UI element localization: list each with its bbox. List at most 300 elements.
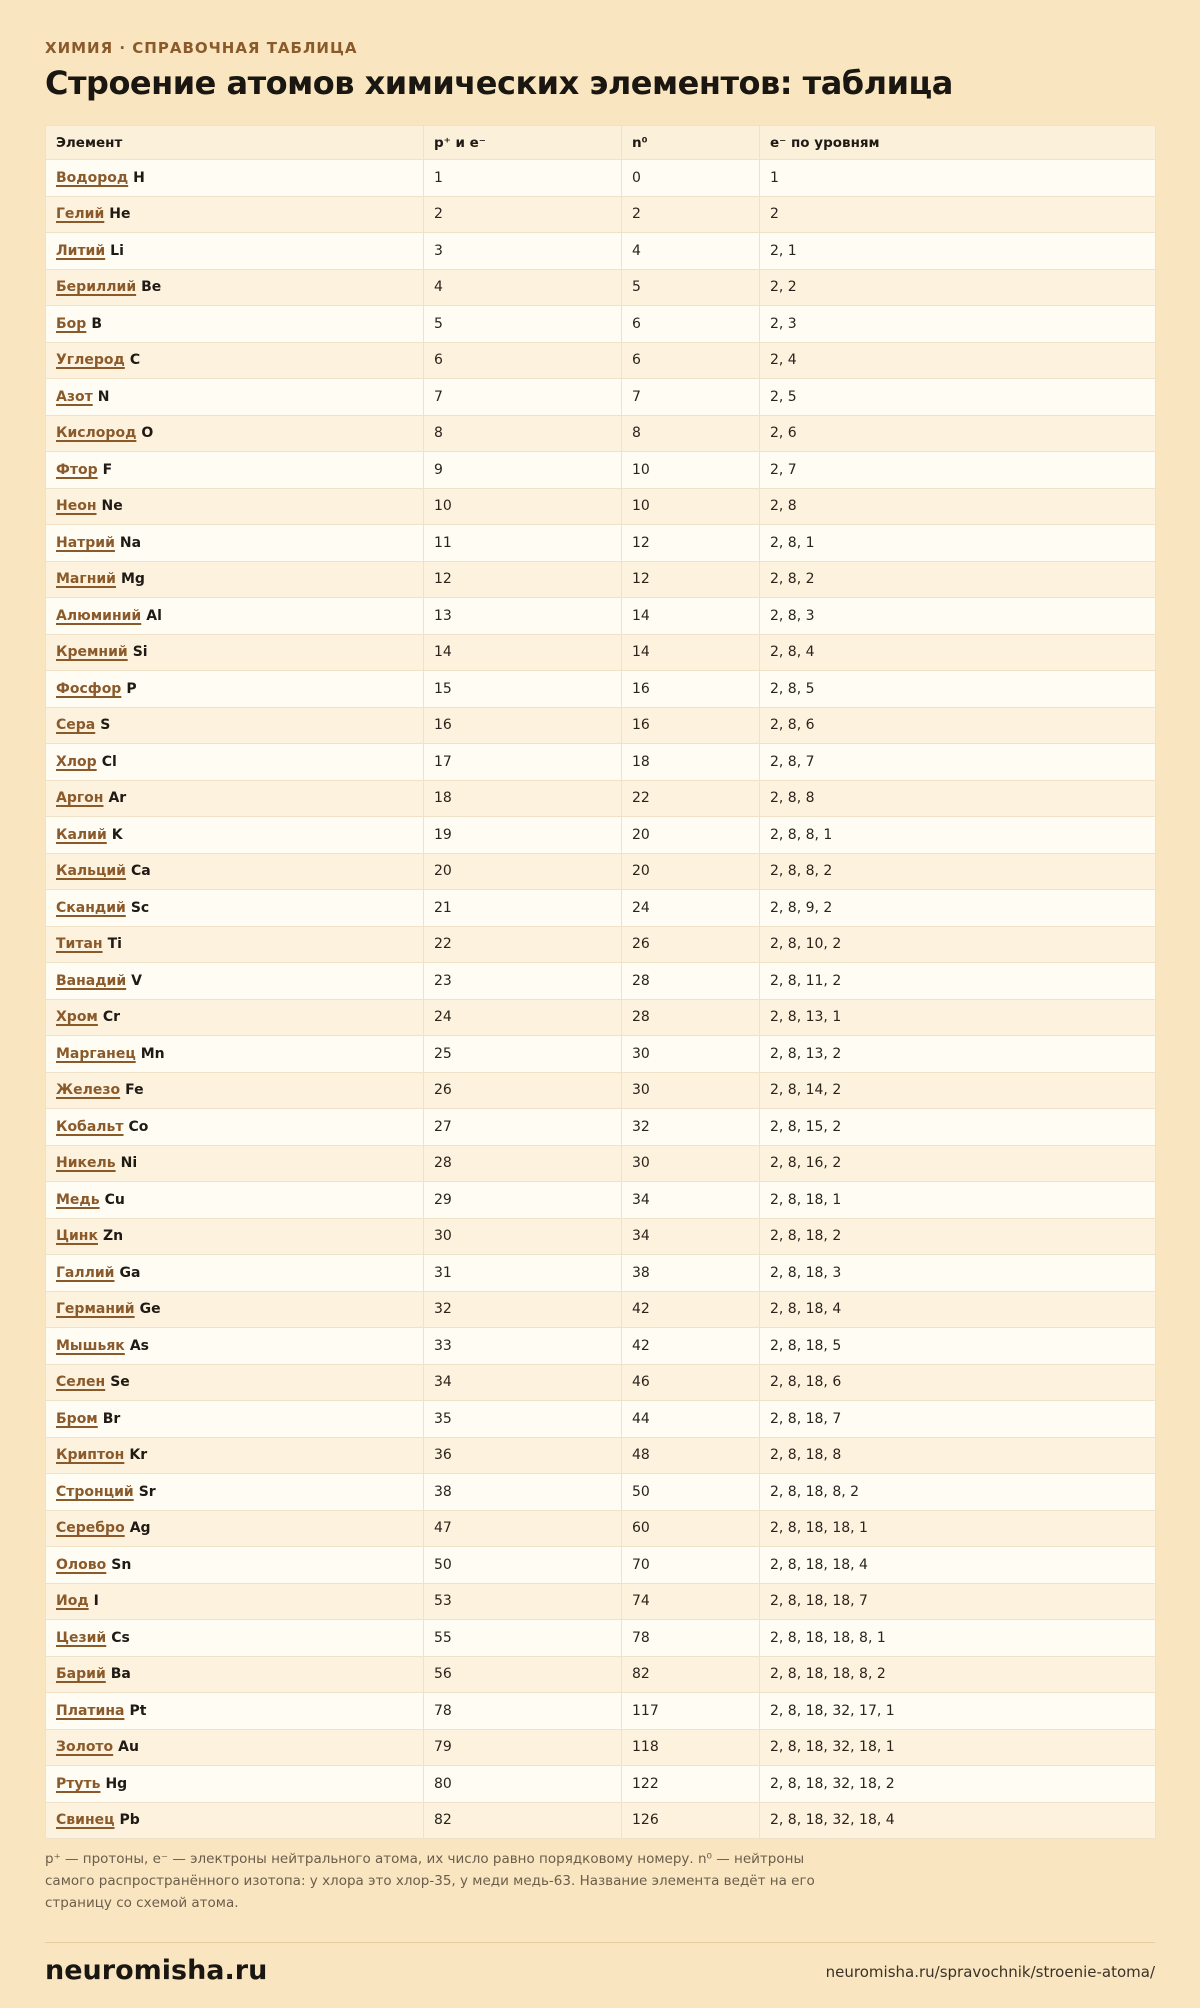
protons-electrons-cell: 6	[424, 342, 622, 379]
electron-levels-cell: 2, 8, 9, 2	[760, 890, 1156, 927]
electron-levels-cell: 2, 8, 18, 32, 18, 1	[760, 1729, 1156, 1766]
protons-electrons-cell: 33	[424, 1328, 622, 1365]
table-row	[46, 671, 1156, 708]
protons-electrons-cell: 10	[424, 488, 622, 525]
electron-levels-cell: 2, 8, 4	[760, 634, 1156, 671]
electron-levels-cell: 2, 8, 18, 8, 2	[760, 1474, 1156, 1511]
element-link[interactable]: Хлор	[56, 753, 97, 770]
protons-electrons-cell: 22	[424, 926, 622, 963]
table-row	[46, 306, 1156, 343]
element-symbol: Pt	[129, 1702, 147, 1719]
neutrons-cell: 4	[622, 233, 760, 270]
electron-levels-cell: 2, 1	[760, 233, 1156, 270]
element-symbol: Cu	[104, 1191, 125, 1208]
electron-levels-cell: 2, 8, 18, 32, 18, 4	[760, 1802, 1156, 1839]
protons-electrons-cell: 23	[424, 963, 622, 1000]
element-link[interactable]: Кремний	[56, 644, 128, 661]
table-row	[46, 379, 1156, 416]
element-cell	[46, 1437, 424, 1474]
table-row	[46, 415, 1156, 452]
element-cell	[46, 634, 424, 671]
neutrons-cell: 46	[622, 1364, 760, 1401]
table-row	[46, 744, 1156, 781]
protons-electrons-cell: 78	[424, 1693, 622, 1730]
protons-electrons-cell: 2	[424, 196, 622, 233]
table-row	[46, 1474, 1156, 1511]
neutrons-cell: 126	[622, 1802, 760, 1839]
element-cell	[46, 598, 424, 635]
electron-levels-cell: 2, 8, 18, 4	[760, 1291, 1156, 1328]
electron-levels-cell: 2, 8, 15, 2	[760, 1109, 1156, 1146]
element-symbol: Sn	[111, 1556, 132, 1573]
protons-electrons-cell: 5	[424, 306, 622, 343]
electron-levels-cell: 2, 8, 18, 6	[760, 1364, 1156, 1401]
element-cell	[46, 744, 424, 781]
protons-electrons-cell: 4	[424, 269, 622, 306]
element-link[interactable]: Железо	[56, 1082, 121, 1099]
neutrons-cell: 30	[622, 1036, 760, 1073]
table-row	[46, 598, 1156, 635]
protons-electrons-cell: 18	[424, 780, 622, 817]
electron-levels-cell: 2, 8, 18, 8	[760, 1437, 1156, 1474]
element-symbol: S	[100, 717, 111, 734]
element-link[interactable]: Фтор	[56, 461, 98, 478]
elements-table-wrap	[45, 125, 1155, 1839]
neutrons-cell: 44	[622, 1401, 760, 1438]
protons-electrons-cell: 15	[424, 671, 622, 708]
table-row	[46, 1182, 1156, 1219]
table-row	[46, 1364, 1156, 1401]
table-row	[46, 561, 1156, 598]
electron-levels-cell: 2, 8, 5	[760, 671, 1156, 708]
element-symbol: Cr	[102, 1009, 121, 1026]
neutrons-cell: 42	[622, 1291, 760, 1328]
electron-levels-cell: 2, 8, 18, 1	[760, 1182, 1156, 1219]
element-symbol: F	[102, 461, 113, 478]
electron-levels-cell: 2, 2	[760, 269, 1156, 306]
element-link[interactable]: Иод	[56, 1593, 89, 1610]
neutrons-cell: 22	[622, 780, 760, 817]
neutrons-cell: 78	[622, 1620, 760, 1657]
element-cell	[46, 1474, 424, 1511]
element-link[interactable]: Платина	[56, 1702, 125, 1719]
element-link[interactable]: Барий	[56, 1666, 106, 1683]
neutrons-cell: 30	[622, 1145, 760, 1182]
protons-electrons-cell: 8	[424, 415, 622, 452]
protons-electrons-cell: 9	[424, 452, 622, 489]
element-cell	[46, 1620, 424, 1657]
element-symbol: Ne	[101, 498, 123, 515]
element-symbol: Zn	[102, 1228, 124, 1245]
element-link[interactable]: Кобальт	[56, 1118, 124, 1135]
electron-levels-cell: 2, 8, 11, 2	[760, 963, 1156, 1000]
element-cell	[46, 1693, 424, 1730]
neutrons-cell: 34	[622, 1182, 760, 1219]
element-symbol: Mn	[140, 1045, 165, 1062]
element-cell	[46, 1729, 424, 1766]
electron-levels-cell: 2, 8	[760, 488, 1156, 525]
element-link[interactable]: Германий	[56, 1301, 135, 1318]
element-link[interactable]: Серебро	[56, 1520, 125, 1537]
element-link[interactable]: Скандий	[56, 899, 126, 916]
protons-electrons-cell: 31	[424, 1255, 622, 1292]
protons-electrons-cell: 3	[424, 233, 622, 270]
neutrons-cell: 82	[622, 1656, 760, 1693]
table-row	[46, 1547, 1156, 1584]
table-row	[46, 853, 1156, 890]
column-header-electron-levels: e⁻ по уровням	[760, 126, 1156, 160]
protons-electrons-cell: 19	[424, 817, 622, 854]
element-cell	[46, 926, 424, 963]
protons-electrons-cell: 79	[424, 1729, 622, 1766]
table-row	[46, 452, 1156, 489]
page-url[interactable]: neuromisha.ru/spravochnik/stroenie-atoma/	[825, 1963, 1155, 1981]
electron-levels-cell: 2	[760, 196, 1156, 233]
protons-electrons-cell: 38	[424, 1474, 622, 1511]
protons-electrons-cell: 26	[424, 1072, 622, 1109]
element-cell	[46, 1656, 424, 1693]
electron-levels-cell: 2, 8, 18, 18, 7	[760, 1583, 1156, 1620]
element-symbol: Kr	[129, 1447, 148, 1464]
element-symbol: Pb	[119, 1812, 140, 1829]
element-link[interactable]: Бор	[56, 315, 87, 332]
element-link[interactable]: Цезий	[56, 1629, 107, 1646]
electron-levels-cell: 2, 8, 6	[760, 707, 1156, 744]
electron-levels-cell: 2, 8, 8, 2	[760, 853, 1156, 890]
table-row	[46, 1583, 1156, 1620]
neutrons-cell: 32	[622, 1109, 760, 1146]
neutrons-cell: 34	[622, 1218, 760, 1255]
element-symbol: He	[109, 206, 131, 223]
element-symbol: Ti	[107, 936, 122, 953]
table-row	[46, 1109, 1156, 1146]
electron-levels-cell: 2, 6	[760, 415, 1156, 452]
element-link[interactable]: Хром	[56, 1009, 98, 1026]
protons-electrons-cell: 47	[424, 1510, 622, 1547]
neutrons-cell: 2	[622, 196, 760, 233]
element-link[interactable]: Бериллий	[56, 279, 137, 296]
protons-electrons-cell: 35	[424, 1401, 622, 1438]
element-link[interactable]: Ртуть	[56, 1775, 101, 1792]
table-row	[46, 1437, 1156, 1474]
element-link[interactable]: Кальций	[56, 863, 126, 880]
element-link[interactable]: Марганец	[56, 1045, 136, 1062]
table-row	[46, 1218, 1156, 1255]
neutrons-cell: 38	[622, 1255, 760, 1292]
footer-divider	[45, 1942, 1155, 1943]
page-title: Строение атомов химических элементов: таблица	[45, 64, 953, 102]
element-link[interactable]: Цинк	[56, 1228, 98, 1245]
table-row	[46, 1401, 1156, 1438]
table-row	[46, 1255, 1156, 1292]
electron-levels-cell: 2, 8, 10, 2	[760, 926, 1156, 963]
neutrons-cell: 14	[622, 598, 760, 635]
table-row	[46, 1802, 1156, 1839]
element-symbol: Cs	[111, 1629, 130, 1646]
element-symbol: Mg	[121, 571, 145, 588]
element-link[interactable]: Фосфор	[56, 680, 122, 697]
electron-levels-cell: 2, 8, 18, 18, 8, 2	[760, 1656, 1156, 1693]
electron-levels-cell: 2, 8, 8	[760, 780, 1156, 817]
element-link[interactable]: Криптон	[56, 1447, 125, 1464]
element-link[interactable]: Галлий	[56, 1264, 115, 1281]
element-symbol: N	[97, 388, 110, 405]
neutrons-cell: 60	[622, 1510, 760, 1547]
element-cell	[46, 1802, 424, 1839]
electron-levels-cell: 2, 8, 18, 7	[760, 1401, 1156, 1438]
element-cell	[46, 1145, 424, 1182]
element-cell	[46, 671, 424, 708]
neutrons-cell: 0	[622, 160, 760, 197]
element-link[interactable]: Углерод	[56, 352, 125, 369]
table-row	[46, 1291, 1156, 1328]
section-kicker: ХИМИЯ · СПРАВОЧНАЯ ТАБЛИЦА	[45, 39, 358, 57]
element-link[interactable]: Бром	[56, 1410, 98, 1427]
protons-electrons-cell: 80	[424, 1766, 622, 1803]
protons-electrons-cell: 32	[424, 1291, 622, 1328]
electron-levels-cell: 2, 8, 18, 18, 1	[760, 1510, 1156, 1547]
element-link[interactable]: Алюминий	[56, 607, 142, 624]
element-cell	[46, 1766, 424, 1803]
table-row	[46, 1328, 1156, 1365]
neutrons-cell: 16	[622, 707, 760, 744]
electron-levels-cell: 2, 8, 14, 2	[760, 1072, 1156, 1109]
protons-electrons-cell: 13	[424, 598, 622, 635]
neutrons-cell: 6	[622, 306, 760, 343]
column-header-neutrons: n⁰	[622, 126, 760, 160]
neutrons-cell: 16	[622, 671, 760, 708]
neutrons-cell: 12	[622, 561, 760, 598]
element-link[interactable]: Аргон	[56, 790, 104, 807]
neutrons-cell: 117	[622, 1693, 760, 1730]
neutrons-cell: 26	[622, 926, 760, 963]
protons-electrons-cell: 34	[424, 1364, 622, 1401]
column-header-element: Элемент	[46, 126, 424, 160]
element-link[interactable]: Стронций	[56, 1483, 134, 1500]
element-link[interactable]: Азот	[56, 388, 93, 405]
element-cell	[46, 1583, 424, 1620]
element-cell	[46, 233, 424, 270]
table-row	[46, 634, 1156, 671]
element-symbol: Ge	[139, 1301, 161, 1318]
neutrons-cell: 122	[622, 1766, 760, 1803]
element-symbol: H	[133, 169, 145, 186]
protons-electrons-cell: 55	[424, 1620, 622, 1657]
table-row	[46, 926, 1156, 963]
electron-levels-cell: 2, 8, 8, 1	[760, 817, 1156, 854]
element-cell	[46, 561, 424, 598]
neutrons-cell: 8	[622, 415, 760, 452]
electron-levels-cell: 2, 8, 3	[760, 598, 1156, 635]
neutrons-cell: 74	[622, 1583, 760, 1620]
neutrons-cell: 10	[622, 488, 760, 525]
element-cell	[46, 1218, 424, 1255]
table-row	[46, 1510, 1156, 1547]
element-cell	[46, 525, 424, 562]
table-body	[46, 160, 1156, 1839]
electron-levels-cell: 2, 8, 18, 5	[760, 1328, 1156, 1365]
element-symbol: Br	[102, 1410, 121, 1427]
protons-electrons-cell: 12	[424, 561, 622, 598]
element-symbol: Hg	[105, 1775, 128, 1792]
table-row	[46, 1656, 1156, 1693]
element-cell	[46, 1547, 424, 1584]
protons-electrons-cell: 30	[424, 1218, 622, 1255]
neutrons-cell: 118	[622, 1729, 760, 1766]
element-cell	[46, 817, 424, 854]
element-symbol: Na	[119, 534, 142, 551]
table-row	[46, 160, 1156, 197]
neutrons-cell: 30	[622, 1072, 760, 1109]
protons-electrons-cell: 7	[424, 379, 622, 416]
element-cell	[46, 379, 424, 416]
protons-electrons-cell: 50	[424, 1547, 622, 1584]
element-link[interactable]: Сера	[56, 717, 96, 734]
element-cell	[46, 488, 424, 525]
protons-electrons-cell: 11	[424, 525, 622, 562]
table-row	[46, 269, 1156, 306]
element-symbol: Fe	[125, 1082, 144, 1099]
element-symbol: O	[141, 425, 154, 442]
column-header-protons-electrons: p⁺ и e⁻	[424, 126, 622, 160]
electron-levels-cell: 2, 3	[760, 306, 1156, 343]
element-link[interactable]: Медь	[56, 1191, 100, 1208]
element-symbol: Sc	[130, 899, 150, 916]
element-cell	[46, 1291, 424, 1328]
element-cell	[46, 890, 424, 927]
table-row	[46, 890, 1156, 927]
element-cell	[46, 1182, 424, 1219]
element-symbol: Ag	[129, 1520, 151, 1537]
element-link[interactable]: Олово	[56, 1556, 107, 1573]
protons-electrons-cell: 17	[424, 744, 622, 781]
table-header-row	[46, 126, 1156, 160]
element-link[interactable]: Неон	[56, 498, 97, 515]
element-link[interactable]: Натрий	[56, 534, 115, 551]
element-link[interactable]: Магний	[56, 571, 116, 588]
table-row	[46, 707, 1156, 744]
protons-electrons-cell: 21	[424, 890, 622, 927]
element-symbol: C	[129, 352, 141, 369]
element-link[interactable]: Золото	[56, 1739, 114, 1756]
element-symbol: Au	[118, 1739, 139, 1756]
neutrons-cell: 20	[622, 817, 760, 854]
electron-levels-cell: 2, 4	[760, 342, 1156, 379]
element-cell	[46, 1255, 424, 1292]
neutrons-cell: 24	[622, 890, 760, 927]
table-row	[46, 488, 1156, 525]
element-cell	[46, 963, 424, 1000]
element-symbol: V	[131, 972, 143, 989]
element-link[interactable]: Мышьяк	[56, 1337, 125, 1354]
element-cell	[46, 1401, 424, 1438]
element-link[interactable]: Калий	[56, 826, 107, 843]
neutrons-cell: 5	[622, 269, 760, 306]
elements-table	[45, 125, 1156, 1839]
neutrons-cell: 7	[622, 379, 760, 416]
table-row	[46, 1072, 1156, 1109]
element-symbol: Cl	[101, 753, 117, 770]
neutrons-cell: 14	[622, 634, 760, 671]
element-link[interactable]: Ванадий	[56, 972, 127, 989]
electron-levels-cell: 2, 8, 1	[760, 525, 1156, 562]
protons-electrons-cell: 53	[424, 1583, 622, 1620]
element-link[interactable]: Водород	[56, 169, 129, 186]
neutrons-cell: 50	[622, 1474, 760, 1511]
table-row	[46, 1766, 1156, 1803]
electron-levels-cell: 2, 8, 13, 2	[760, 1036, 1156, 1073]
element-cell	[46, 196, 424, 233]
element-symbol: Li	[110, 242, 124, 259]
element-cell	[46, 999, 424, 1036]
element-link[interactable]: Свинец	[56, 1812, 115, 1829]
electron-levels-cell: 2, 7	[760, 452, 1156, 489]
element-cell	[46, 1328, 424, 1365]
neutrons-cell: 70	[622, 1547, 760, 1584]
element-cell	[46, 160, 424, 197]
neutrons-cell: 18	[622, 744, 760, 781]
element-link[interactable]: Селен	[56, 1374, 106, 1391]
neutrons-cell: 20	[622, 853, 760, 890]
table-row	[46, 1620, 1156, 1657]
protons-electrons-cell: 28	[424, 1145, 622, 1182]
neutrons-cell: 28	[622, 999, 760, 1036]
electron-levels-cell: 2, 5	[760, 379, 1156, 416]
electron-levels-cell: 2, 8, 18, 2	[760, 1218, 1156, 1255]
protons-electrons-cell: 36	[424, 1437, 622, 1474]
element-cell	[46, 415, 424, 452]
element-symbol: Ar	[108, 790, 127, 807]
element-cell	[46, 1072, 424, 1109]
footnote: p⁺ — протоны, e⁻ — электроны нейтрального атома, их число равно порядковому номеру. n⁰ — нейтроны самого распространённого изотопа: у хлора это хлор-35, у меди медь-63. Название элемента ведёт на его страницу со схемой атома.	[45, 1851, 815, 1911]
protons-electrons-cell: 14	[424, 634, 622, 671]
element-symbol: P	[126, 680, 137, 697]
protons-electrons-cell: 25	[424, 1036, 622, 1073]
element-link[interactable]: Гелий	[56, 206, 105, 223]
element-cell	[46, 780, 424, 817]
electron-levels-cell: 2, 8, 13, 1	[760, 999, 1156, 1036]
electron-levels-cell: 1	[760, 160, 1156, 197]
electron-levels-cell: 2, 8, 7	[760, 744, 1156, 781]
element-link[interactable]: Никель	[56, 1155, 116, 1172]
element-symbol: Ga	[119, 1264, 141, 1281]
table-row	[46, 1036, 1156, 1073]
element-cell	[46, 707, 424, 744]
site-logo[interactable]: neuromisha.ru	[45, 1955, 268, 1986]
element-cell	[46, 1510, 424, 1547]
table-row	[46, 1729, 1156, 1766]
protons-electrons-cell: 29	[424, 1182, 622, 1219]
element-symbol: Ni	[120, 1155, 138, 1172]
table-row	[46, 525, 1156, 562]
element-cell	[46, 1364, 424, 1401]
electron-levels-cell: 2, 8, 2	[760, 561, 1156, 598]
element-link[interactable]: Литий	[56, 242, 106, 259]
element-symbol: Sr	[138, 1483, 156, 1500]
element-symbol: K	[111, 826, 123, 843]
element-cell	[46, 1109, 424, 1146]
element-symbol: Co	[128, 1118, 149, 1135]
protons-electrons-cell: 20	[424, 853, 622, 890]
element-cell	[46, 452, 424, 489]
element-link[interactable]: Кислород	[56, 425, 137, 442]
element-symbol: Si	[132, 644, 148, 661]
element-cell	[46, 342, 424, 379]
element-symbol: Be	[141, 279, 162, 296]
protons-electrons-cell: 56	[424, 1656, 622, 1693]
element-link[interactable]: Титан	[56, 936, 103, 953]
neutrons-cell: 42	[622, 1328, 760, 1365]
